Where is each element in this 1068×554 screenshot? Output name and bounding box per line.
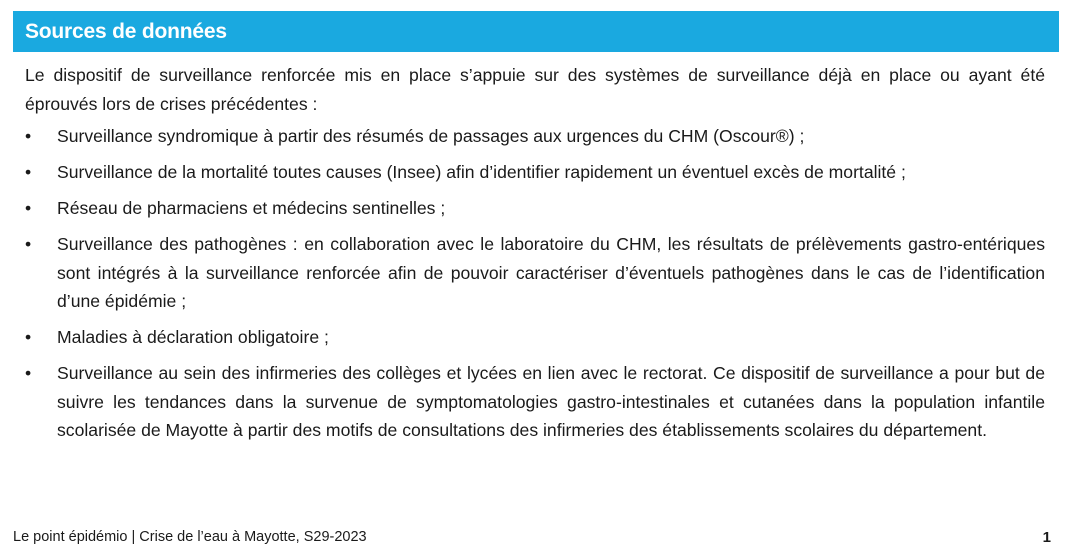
- section-title: Sources de données: [25, 19, 227, 43]
- list-item: [25, 359, 1045, 445]
- list-item-text: Réseau de pharmaciens et médecins sentinelles ;: [57, 198, 446, 218]
- list-item-text: Surveillance des pathogènes : en collaboration avec le laboratoire du CHM, les résultats de prélèvements gastro-entériques sont intégrés à la surveillance renforcée afin de pouvoir caractériser d’éventuels pathogènes dans le cas de l’identification d’une épidémie ;: [57, 234, 1045, 311]
- list-item-text: Maladies à déclaration obligatoire ;: [57, 327, 329, 347]
- bullet-icon: •: [25, 162, 32, 182]
- bullet-icon: •: [25, 327, 32, 347]
- document-body: [25, 61, 1045, 452]
- list-item-text: Surveillance de la mortalité toutes causes (Insee) afin d’identifier rapidement un éventuel excès de mortalité ;: [57, 162, 906, 182]
- list-item-text: Surveillance au sein des infirmeries des collèges et lycées en lien avec le rectorat. Ce dispositif de surveillance a pour but de suivre les tendances dans la survenue de symptomatologies gastro-intestinales et cutanées dans la population infantile scolarisée de Mayotte à partir des motifs de consultations des infirmeries des établissements scolaires du département.: [57, 363, 1045, 440]
- bullet-icon: •: [25, 363, 32, 383]
- data-sources-list: [25, 122, 1045, 445]
- list-item: [25, 323, 1045, 352]
- page-number: 1: [1042, 529, 1051, 546]
- list-item: [25, 194, 1045, 223]
- intro-paragraph: Le dispositif de surveillance renforcée mis en place s’appuie sur des systèmes de surveillance déjà en place ou ayant été éprouvés lors de crises précédentes :: [25, 65, 1045, 114]
- section-header-bar: [13, 11, 1059, 52]
- footer-text: Le point épidémio | Crise de l’eau à Mayotte, S29-2023: [13, 529, 367, 545]
- list-item-text: Surveillance syndromique à partir des résumés de passages aux urgences du CHM (Oscour®) ;: [57, 126, 805, 146]
- page-footer: [13, 529, 1051, 549]
- list-item: [25, 158, 1045, 187]
- bullet-icon: •: [25, 234, 32, 254]
- list-item: [25, 122, 1045, 151]
- list-item: [25, 230, 1045, 316]
- bullet-icon: •: [25, 126, 32, 146]
- bullet-icon: •: [25, 198, 32, 218]
